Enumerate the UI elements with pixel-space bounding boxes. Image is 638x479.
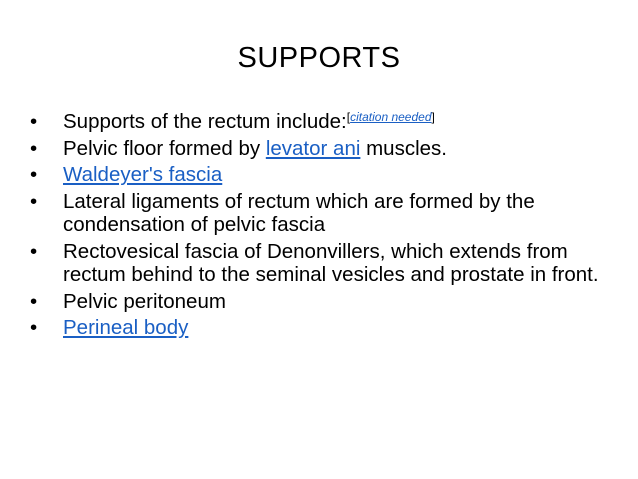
citation-needed-link[interactable]: citation needed — [350, 110, 432, 124]
slide-title: SUPPORTS — [237, 42, 401, 74]
bullet-icon: • — [30, 316, 38, 339]
citation-close-bracket: ] — [431, 110, 435, 124]
bullet-text: Pelvic floor formed by — [63, 136, 266, 160]
bullet-item-rectovesical-fascia — [30, 240, 620, 287]
bullet-item-lateral-ligaments — [30, 190, 620, 237]
bullet-icon: • — [30, 239, 38, 263]
bullet-icon: • — [30, 189, 38, 213]
bullet-icon: • — [30, 289, 38, 313]
bullet-item-supports — [30, 110, 620, 134]
citation-marker — [347, 110, 435, 124]
bullet-item-waldeyers-fascia — [30, 163, 620, 187]
bullet-text: Lateral ligaments of rectum which are formed by the condensation of pelvic fascia — [63, 189, 535, 236]
bullet-icon: • — [30, 136, 38, 160]
citation-open-bracket: [ — [346, 110, 351, 124]
bullet-item-pelvic-floor — [30, 137, 620, 161]
bullet-icon: • — [30, 163, 38, 186]
levator-ani-link[interactable]: levator ani — [265, 136, 361, 160]
bullet-text: Rectovesical fascia of Denonvillers, which extends from rectum behind to the seminal vesicles and prostate in front. — [63, 239, 599, 286]
perineal-body-link[interactable]: Perineal body — [63, 316, 189, 339]
bullet-text: Supports of the rectum include: — [63, 110, 347, 133]
waldeyers-fascia-link[interactable]: Waldeyer's fascia — [63, 163, 223, 186]
bullet-item-pelvic-peritoneum — [30, 290, 620, 314]
bullet-icon: • — [30, 110, 38, 133]
bullet-item-perineal-body — [30, 316, 620, 340]
bullet-list — [30, 110, 620, 343]
bullet-text: Pelvic peritoneum — [63, 289, 226, 313]
bullet-text-after: muscles. — [360, 136, 447, 160]
